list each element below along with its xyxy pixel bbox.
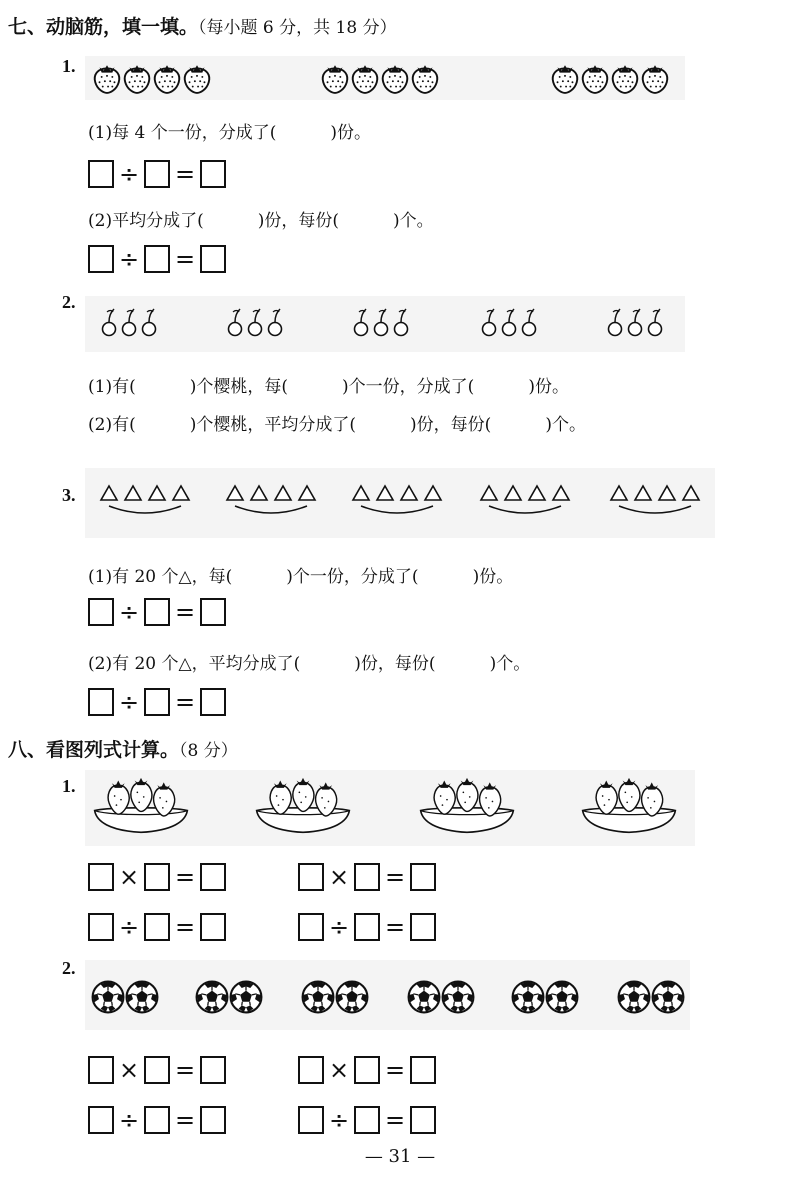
cherry-icon-row (85, 296, 685, 352)
answer-box[interactable] (88, 160, 114, 188)
equation-division (88, 160, 226, 188)
equals-sign: = (174, 245, 196, 273)
answer-box[interactable] (410, 1106, 436, 1134)
multiply-sign: × (118, 863, 140, 891)
answer-box[interactable] (88, 1106, 114, 1134)
answer-box[interactable] (144, 598, 170, 626)
section-7-heading (8, 12, 397, 39)
answer-box[interactable] (88, 598, 114, 626)
answer-box[interactable] (200, 1056, 226, 1084)
answer-box[interactable] (200, 913, 226, 941)
fruit-bowl-icon-row (85, 770, 695, 846)
q2-part2-text: (2)有( )个樱桃，平均分成了( )份，每份( )个。 (88, 415, 586, 435)
equals-sign: = (174, 160, 196, 188)
section-8-title: 八、看图列式计算。 (8, 739, 180, 761)
equation-division (298, 1106, 436, 1134)
soccer-ball-icon-row (85, 960, 690, 1030)
answer-box[interactable] (354, 1106, 380, 1134)
divide-sign: ÷ (118, 245, 140, 273)
answer-box[interactable] (200, 160, 226, 188)
answer-box[interactable] (298, 1106, 324, 1134)
equation-multiplication (298, 1056, 436, 1084)
answer-box[interactable] (144, 160, 170, 188)
fruit-bowl-groups (85, 770, 695, 846)
q2-part1-text: (1)有( )个樱桃，每( )个一份，分成了( )份。 (88, 377, 569, 397)
equation-multiplication (88, 863, 226, 891)
divide-sign: ÷ (118, 1106, 140, 1134)
answer-box[interactable] (144, 1056, 170, 1084)
equals-sign: = (384, 913, 406, 941)
divide-sign: ÷ (118, 913, 140, 941)
answer-box[interactable] (410, 913, 436, 941)
equals-sign: = (174, 1106, 196, 1134)
equals-sign: = (384, 1056, 406, 1084)
divide-sign: ÷ (118, 598, 140, 626)
soccer-ball-groups (85, 960, 690, 1030)
answer-box[interactable] (298, 863, 324, 891)
equals-sign: = (174, 688, 196, 716)
answer-box[interactable] (200, 245, 226, 273)
equation-division (88, 913, 226, 941)
answer-box[interactable] (88, 245, 114, 273)
equation-division (298, 913, 436, 941)
answer-box[interactable] (298, 1056, 324, 1084)
multiply-sign: × (328, 863, 350, 891)
answer-box[interactable] (298, 913, 324, 941)
answer-box[interactable] (88, 1056, 114, 1084)
equation-multiplication (298, 863, 436, 891)
answer-box[interactable] (410, 1056, 436, 1084)
equals-sign: = (174, 1056, 196, 1084)
divide-sign: ÷ (328, 913, 350, 941)
section-8-heading (8, 735, 238, 762)
equation-multiplication (88, 1056, 226, 1084)
strawberry-icon-row (85, 56, 685, 100)
divide-sign: ÷ (118, 688, 140, 716)
q1-part2-text: (2)平均分成了( )份，每份( )个。 (88, 211, 434, 231)
triangle-icon-row (85, 468, 715, 538)
answer-box[interactable] (200, 863, 226, 891)
equation-division (88, 1106, 226, 1134)
question-number: 3. (62, 485, 76, 505)
equals-sign: = (174, 598, 196, 626)
answer-box[interactable] (88, 863, 114, 891)
equation-division (88, 688, 226, 716)
question-number: 1. (62, 56, 76, 76)
equals-sign: = (174, 913, 196, 941)
answer-box[interactable] (354, 863, 380, 891)
answer-box[interactable] (144, 1106, 170, 1134)
equation-division (88, 245, 226, 273)
answer-box[interactable] (144, 913, 170, 941)
question-number: 2. (62, 958, 76, 978)
answer-box[interactable] (200, 688, 226, 716)
answer-box[interactable] (88, 913, 114, 941)
answer-box[interactable] (200, 598, 226, 626)
answer-box[interactable] (144, 863, 170, 891)
q3-part1-text: (1)有 20 个△，每( )个一份，分成了( )份。 (88, 567, 514, 587)
q1-part1-text: (1)每 4 个一份，分成了( )份。 (88, 123, 372, 143)
divide-sign: ÷ (328, 1106, 350, 1134)
strawberry-groups (85, 56, 685, 100)
cherry-groups (85, 296, 685, 352)
q3-part2-text: (2)有 20 个△，平均分成了( )份，每份( )个。 (88, 654, 531, 674)
answer-box[interactable] (144, 245, 170, 273)
section-8-score: （8 分） (179, 741, 238, 761)
multiply-sign: × (118, 1056, 140, 1084)
question-number: 2. (62, 292, 76, 312)
equals-sign: = (384, 863, 406, 891)
equation-division (88, 598, 226, 626)
equals-sign: = (384, 1106, 406, 1134)
answer-box[interactable] (354, 1056, 380, 1084)
equals-sign: = (174, 863, 196, 891)
triangle-groups (85, 468, 715, 538)
answer-box[interactable] (88, 688, 114, 716)
question-number: 1. (62, 776, 76, 796)
multiply-sign: × (328, 1056, 350, 1084)
answer-box[interactable] (200, 1106, 226, 1134)
answer-box[interactable] (144, 688, 170, 716)
section-7-score: （每小题 6 分，共 18 分） (198, 18, 397, 38)
divide-sign: ÷ (118, 160, 140, 188)
answer-box[interactable] (410, 863, 436, 891)
section-7-title: 七、动脑筋，填一填。 (8, 16, 199, 38)
answer-box[interactable] (354, 913, 380, 941)
page-number: — 31 — (364, 1146, 436, 1167)
